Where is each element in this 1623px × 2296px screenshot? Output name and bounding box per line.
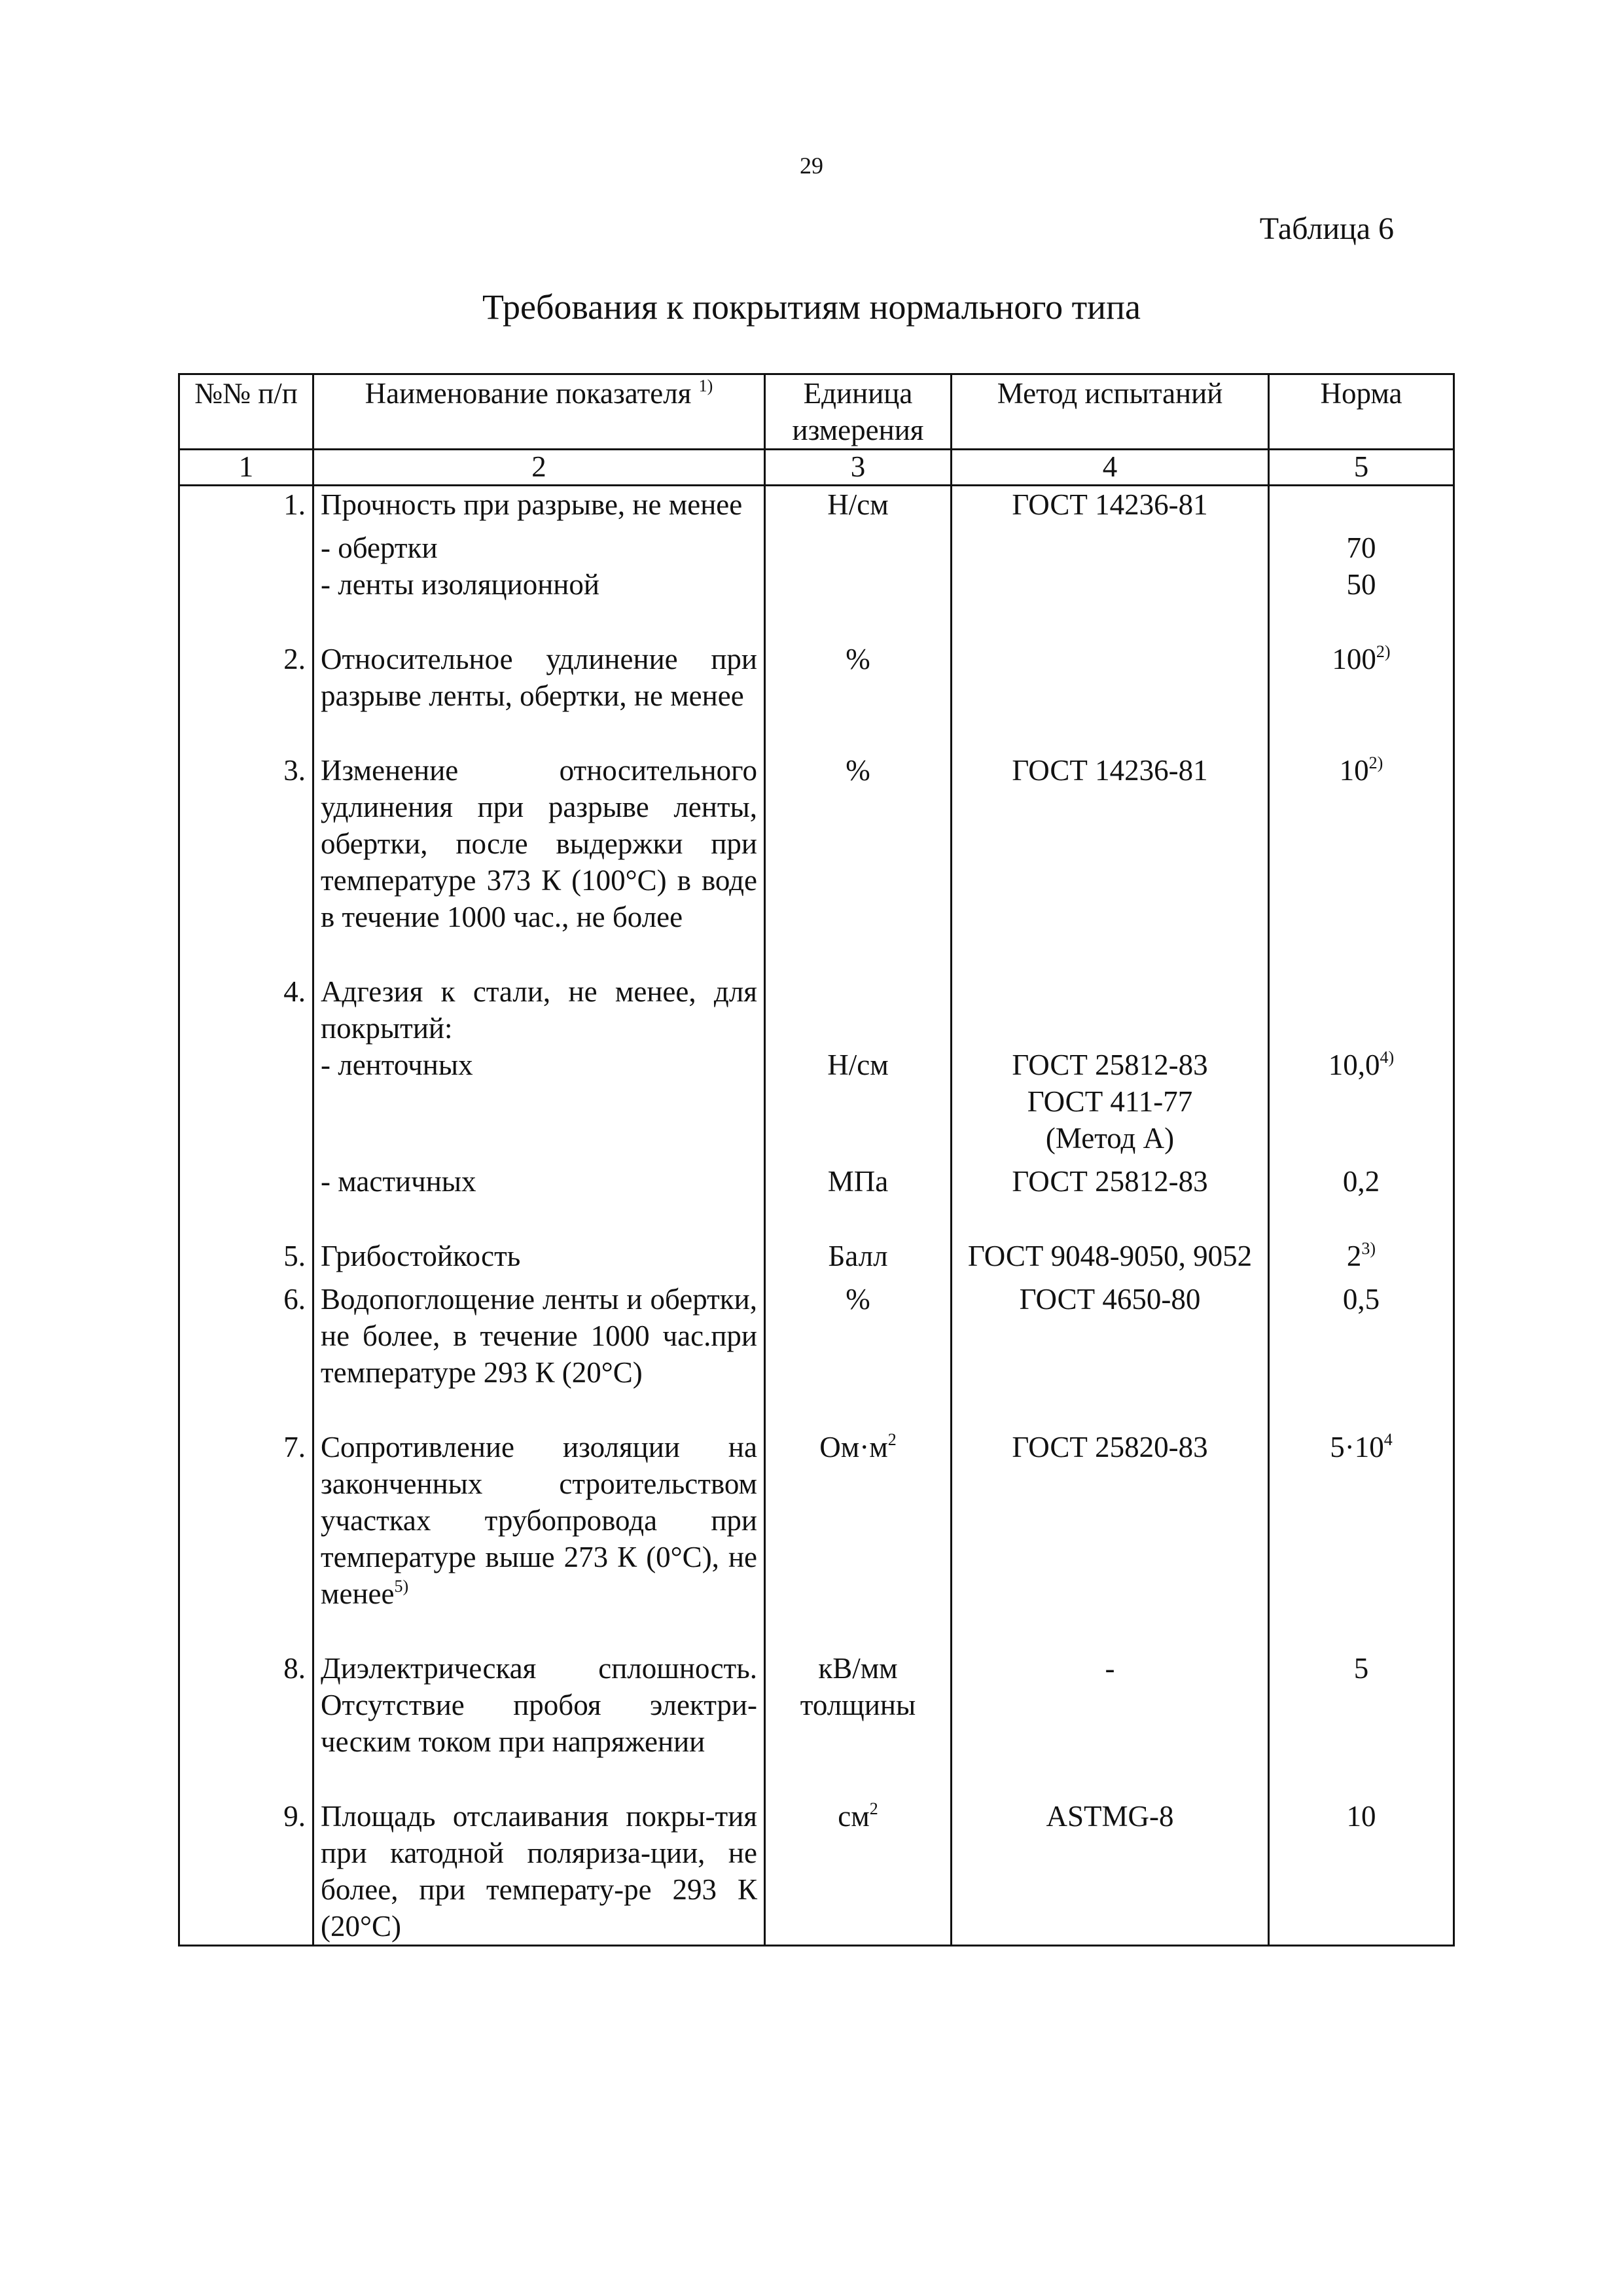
table-subrow	[179, 566, 1454, 641]
header-indicator-text: Наименование показателя	[365, 377, 692, 410]
row-number: 1.	[179, 486, 313, 530]
unit-exponent: 2	[869, 1799, 878, 1818]
row-number: 6.	[179, 1281, 313, 1429]
unit-text: Ом·м	[819, 1431, 888, 1463]
norm-value: 10,0	[1328, 1049, 1380, 1081]
row-number: 9.	[179, 1798, 313, 1946]
row-number: 2.	[179, 641, 313, 752]
indicator-name: Адгезия к стали, не менее, для покрытий:	[313, 973, 765, 1047]
indicator-name: Изменение относительного удлинения при разрыве ленты, обертки, после выдержки при температуре 373 К (100°С) в воде в течение 1000 час., не более	[313, 752, 765, 973]
header-number: №№ п/п	[179, 374, 313, 450]
indicator-name-text: Сопротивление изоляции на законченных строительством участках трубопровода при температуре выше 273 К (0°С), не менее	[321, 1431, 757, 1610]
unit: Н/см	[765, 1047, 952, 1163]
norm: 0,5	[1269, 1281, 1454, 1429]
unit: Н/см	[765, 486, 952, 530]
indicator-subitem: - ленточных	[313, 1047, 765, 1163]
header-method: Метод испытаний	[952, 374, 1269, 450]
table-row	[179, 1429, 1454, 1650]
unit-text: см	[838, 1800, 870, 1833]
column-number: 3	[765, 450, 952, 486]
indicator-name: Прочность при разрыве, не менее	[313, 486, 765, 530]
test-method: ГОСТ 25812-83	[952, 1163, 1269, 1238]
table-row	[179, 1238, 1454, 1281]
header-norm: Норма	[1269, 374, 1454, 450]
table-row	[179, 973, 1454, 1047]
norm	[1269, 486, 1454, 530]
norm	[1269, 752, 1454, 973]
column-number-row	[179, 450, 1454, 486]
norm-footnote: 3)	[1361, 1239, 1376, 1258]
norm: 70	[1269, 529, 1454, 566]
norm-exponent: 4	[1383, 1430, 1393, 1449]
indicator-subitem: - мастичных	[313, 1163, 765, 1238]
table-row	[179, 752, 1454, 973]
table-subrow	[179, 529, 1454, 566]
norm: 50	[1269, 566, 1454, 641]
table-title: Требования к покрытиям нормального типа	[482, 287, 1141, 327]
test-method: -	[952, 1650, 1269, 1798]
page-number: 29	[800, 152, 823, 179]
norm-value: 5·10	[1330, 1431, 1384, 1463]
indicator-subitem: - ленты изоляционной	[313, 566, 765, 641]
indicator-name	[313, 1429, 765, 1650]
norm	[1269, 1429, 1454, 1650]
indicator-footnote: 5)	[394, 1577, 409, 1596]
unit: %	[765, 1281, 952, 1429]
row-number: 3.	[179, 752, 313, 973]
indicator-subitem: - обертки	[313, 529, 765, 566]
column-number: 4	[952, 450, 1269, 486]
indicator-name: Грибостойкость	[313, 1238, 765, 1281]
norm-footnote: 4)	[1380, 1048, 1395, 1067]
test-method: ГОСТ 9048-9050, 9052	[952, 1238, 1269, 1281]
indicator-name: Диэлектрическая сплошность. Отсутствие пробоя электри-ческим током при напряжении	[313, 1650, 765, 1798]
norm: 0,2	[1269, 1163, 1454, 1238]
test-method: ASTMG-8	[952, 1798, 1269, 1946]
test-method: ГОСТ 25820-83	[952, 1429, 1269, 1650]
unit-exponent: 2	[887, 1430, 897, 1449]
table-row	[179, 1650, 1454, 1798]
norm-footnote: 2)	[1376, 642, 1391, 661]
test-method: ГОСТ 14236-81	[952, 752, 1269, 973]
norm-value: 10	[1339, 754, 1369, 787]
test-method: ГОСТ 4650-80	[952, 1281, 1269, 1429]
norm-value: 100	[1332, 643, 1376, 675]
norm	[1269, 1047, 1454, 1163]
table-row	[179, 486, 1454, 530]
table-subrow	[179, 1047, 1454, 1163]
test-method	[952, 1047, 1269, 1163]
indicator-name: Относительное удлинение при разрыве ленты, обертки, не менее	[313, 641, 765, 752]
unit: МПа	[765, 1163, 952, 1238]
norm	[1269, 641, 1454, 752]
table-row	[179, 1281, 1454, 1429]
column-number: 2	[313, 450, 765, 486]
indicator-name: Площадь отслаивания покры-тия при катодной поляриза-ции, не более, при температу-ре 293 К (20°С)	[313, 1798, 765, 1946]
column-number: 1	[179, 450, 313, 486]
table-label: Таблица 6	[1259, 211, 1394, 246]
header-indicator-footnote: 1)	[698, 376, 713, 395]
indicator-name: Водопоглощение ленты и обертки, не более, в течение 1000 час.при температуре 293 К (20°С)	[313, 1281, 765, 1429]
table-row	[179, 641, 1454, 752]
unit	[765, 1429, 952, 1650]
norm-footnote: 2)	[1368, 753, 1383, 772]
header-row	[179, 374, 1454, 450]
test-method	[952, 641, 1269, 752]
test-method-line: ГОСТ 25812-83	[1012, 1049, 1208, 1081]
unit: кВ/мм толщины	[765, 1650, 952, 1798]
table-row	[179, 1798, 1454, 1946]
test-method-line: (Метод А)	[1045, 1122, 1175, 1155]
unit	[765, 1798, 952, 1946]
row-number: 4.	[179, 973, 313, 1047]
unit: Балл	[765, 1238, 952, 1281]
test-method: ГОСТ 14236-81	[952, 486, 1269, 530]
row-number: 8.	[179, 1650, 313, 1798]
header-unit: Единица измерения	[765, 374, 952, 450]
unit: %	[765, 641, 952, 752]
test-method-line: ГОСТ 411-77	[1027, 1085, 1193, 1118]
requirements-table	[178, 373, 1455, 1946]
header-indicator	[313, 374, 765, 450]
row-number: 7.	[179, 1429, 313, 1650]
column-number: 5	[1269, 450, 1454, 486]
norm-value: 2	[1346, 1240, 1362, 1272]
table-subrow	[179, 1163, 1454, 1238]
unit: %	[765, 752, 952, 973]
norm: 5	[1269, 1650, 1454, 1798]
row-number: 5.	[179, 1238, 313, 1281]
norm: 10	[1269, 1798, 1454, 1946]
norm	[1269, 1238, 1454, 1281]
